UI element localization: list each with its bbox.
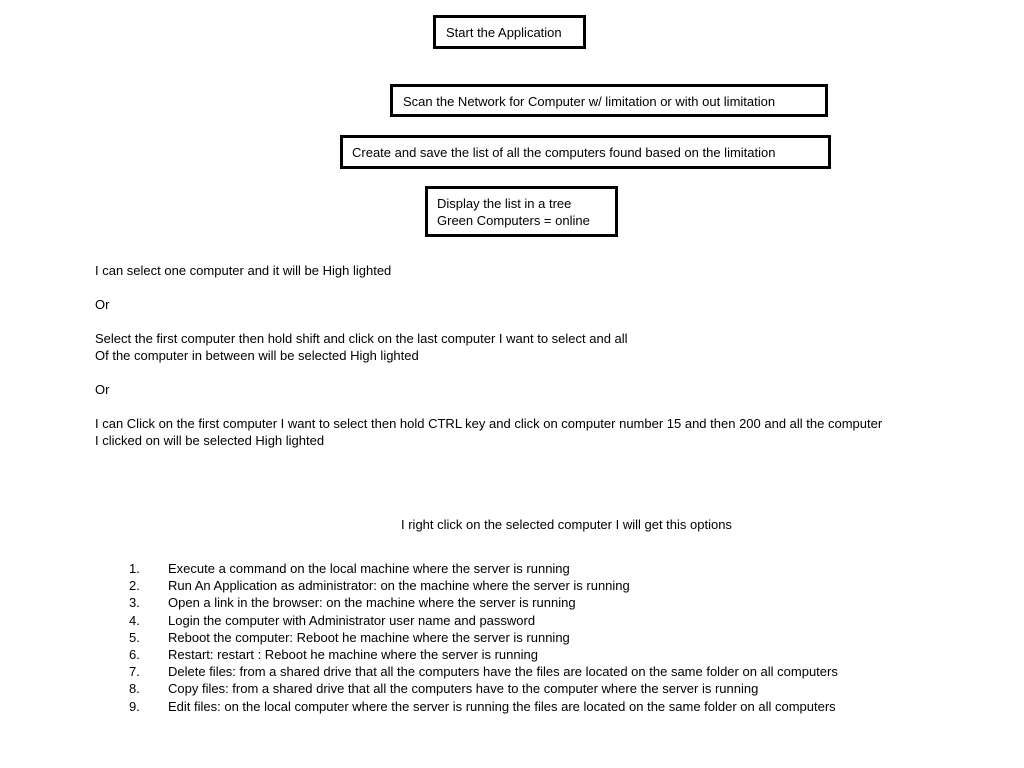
flow-create-text: Create and save the list of all the computers found based on the limitation <box>352 145 776 160</box>
option-number: 9. <box>129 698 140 714</box>
selection-shift-paragraph <box>95 330 628 364</box>
flow-scan-text: Scan the Network for Computer w/ limitation or with out limitation <box>403 94 776 109</box>
selection-or-1: Or <box>95 297 110 312</box>
option-text: Copy files: from a shared drive that all the computers have to the computer where the server is running <box>168 681 759 697</box>
option-number: 6. <box>129 646 140 662</box>
selection-single-text: I can select one computer and it will be High lighted <box>95 263 392 278</box>
selection-shift-line2: Of the computer in between will be selected High lighted <box>95 348 419 363</box>
selection-ctrl-line2: I clicked on will be selected High lighted <box>95 433 325 448</box>
flow-display-line1: Display the list in a tree <box>437 196 572 211</box>
option-number: 8. <box>129 681 140 697</box>
option-number: 4. <box>129 612 140 628</box>
option-number: 3. <box>129 595 140 611</box>
flow-start-text: Start the Application <box>446 25 562 40</box>
right-click-note: I right click on the selected computer I will get this options <box>401 517 732 532</box>
option-text: Restart: restart : Reboot he machine where the server is running <box>168 646 538 662</box>
option-number: 7. <box>129 664 140 680</box>
flow-box-scan <box>390 84 828 117</box>
selection-shift-line1: Select the first computer then hold shift and click on the last computer I want to select and all <box>95 331 628 346</box>
flow-box-display <box>425 186 618 237</box>
option-number: 1. <box>129 561 140 576</box>
flow-box-start <box>433 15 586 49</box>
option-text: Open a link in the browser: on the machine where the server is running <box>168 595 576 611</box>
option-text: Edit files: on the local computer where the server is running the files are located on the same folder on all computers <box>168 698 836 714</box>
option-number: 2. <box>129 578 140 594</box>
option-text: Execute a command on the local machine where the server is running <box>168 561 570 576</box>
flow-box-create <box>340 135 831 169</box>
option-number: 5. <box>129 629 140 645</box>
option-text: Reboot the computer: Reboot he machine where the server is running <box>168 629 570 645</box>
selection-ctrl-paragraph <box>95 415 882 449</box>
option-text: Run An Application as administrator: on the machine where the server is running <box>168 578 630 594</box>
selection-ctrl-line1: I can Click on the first computer I want to select then hold CTRL key and click on computer number 15 and then 200 and all the computer <box>95 416 883 431</box>
selection-or-2: Or <box>95 382 110 397</box>
option-text: Login the computer with Administrator user name and password <box>168 612 536 628</box>
flow-display-line2: Green Computers = online <box>437 213 590 228</box>
option-text: Delete files: from a shared drive that all the computers have the files are located on the same folder on all computers <box>168 664 838 680</box>
